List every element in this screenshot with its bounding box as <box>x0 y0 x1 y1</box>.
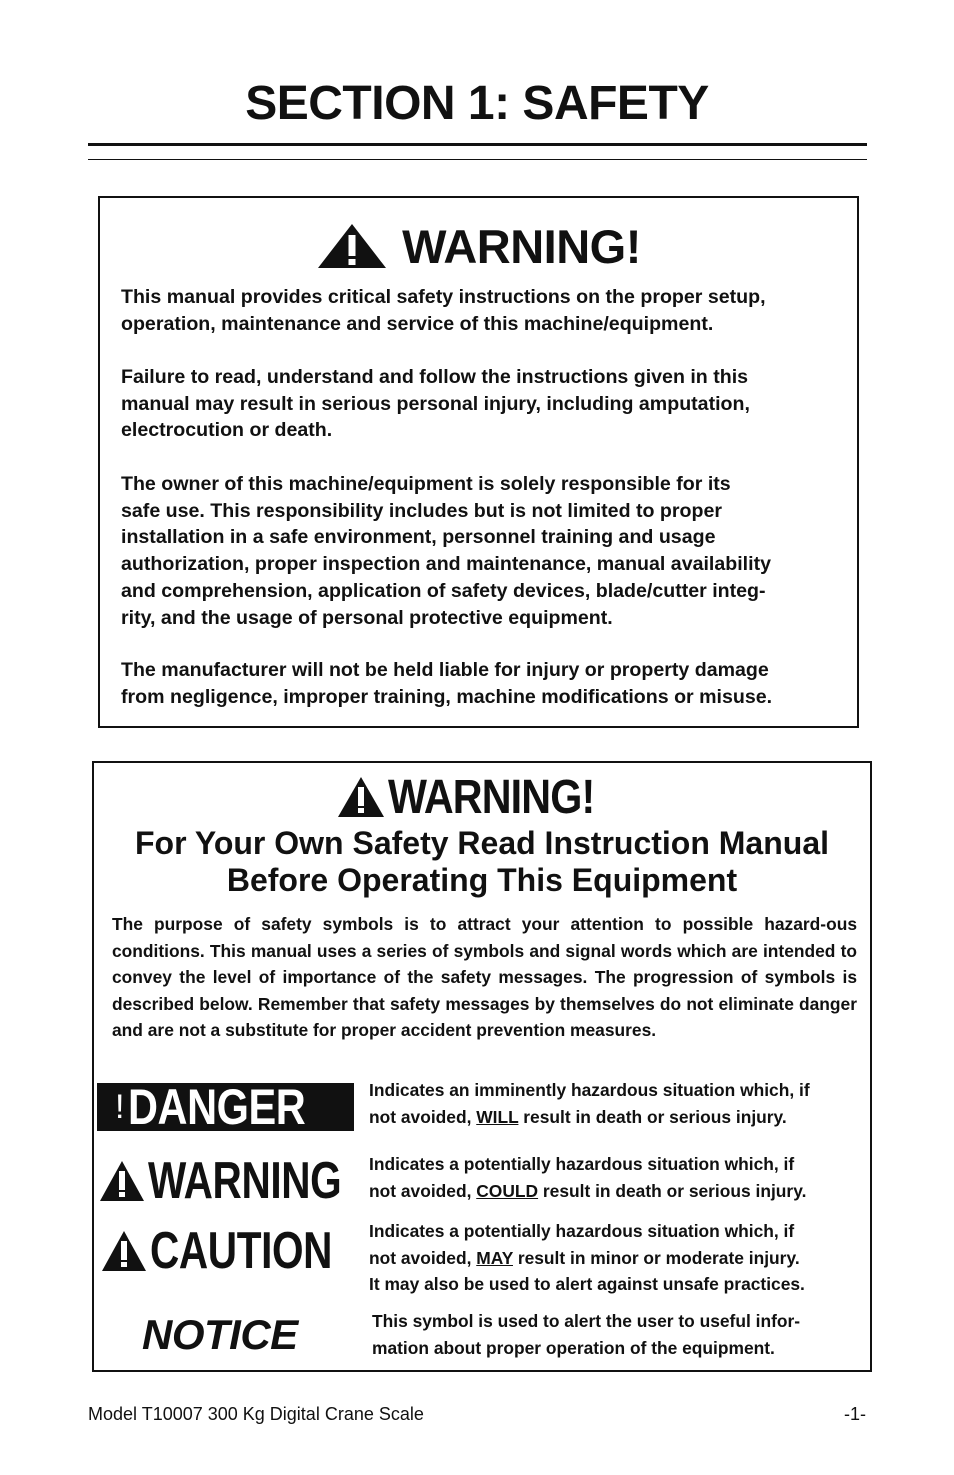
warning-paragraph-1: This manual provides critical safety instructions on the proper setup, operation, maintenance and service of this machine/equipment. <box>121 286 766 335</box>
symbols-box-heading <box>94 769 870 825</box>
danger-signal-word: ! DANGER <box>97 1083 354 1131</box>
warning-box-heading <box>100 216 857 276</box>
footer-model: Model T10007 300 Kg Digital Crane Scale <box>88 1404 424 1424</box>
page-title: SECTION 1: SAFETY <box>245 77 709 130</box>
symbols-intro-text: The purpose of safety symbols is to attract your attention to possible hazard-ous conditions. This manual uses a series of symbols and signal words which are intended to convey the level of importance of the safety messages. The progression of symbols is described below. Remember that safety messages by themselves do not eliminate danger and are not a substitute for proper accident prevention measures. <box>112 914 857 1040</box>
warning-description: Indicates a potentially hazardous situation which, if not avoided, COULD result in death or serious injury. <box>369 1154 807 1201</box>
warning-triangle-icon <box>316 222 388 270</box>
symbols-box-subtitle: For Your Own Safety Read Instruction Manual Before Operating This Equipment <box>134 825 829 898</box>
warning-box-title: WARNING! <box>402 219 641 273</box>
symbols-box-title: WARNING! <box>388 770 595 824</box>
notice-signal-word: NOTICE <box>142 1311 298 1358</box>
warning-paragraph-3: The owner of this machine/equipment is solely responsible for its safe use. This responsibility includes but is not limited to proper installation in a safe environment, personnel training and usage authorization, proper inspection and maintenance, manual availability and comprehension, application of safety devices, blade/cutter integ- rity, and the usage of personal protective equipment. <box>121 473 771 629</box>
warning-paragraph-2: Failure to read, understand and follow the instructions given in this manual may result in serious personal injury, including amputation, electrocution or death. <box>121 366 750 442</box>
warning-triangle-icon <box>100 1229 148 1273</box>
warning-signal-word: WARNING <box>98 1153 396 1209</box>
footer-page-number: -1- <box>844 1404 866 1424</box>
exclamation-icon: ! <box>115 1087 125 1126</box>
danger-description: Indicates an imminently hazardous situation which, if not avoided, WILL result in death or serious injury. <box>369 1080 810 1127</box>
caution-description: Indicates a potentially hazardous situation which, if not avoided, MAY result in minor or moderate injury. It may also be used to alert against unsafe practices. <box>369 1221 805 1295</box>
warning-paragraph-4: The manufacturer will not be held liable for injury or property damage from negligence, improper training, machine modifications or misuse. <box>121 659 773 708</box>
warning-box <box>98 196 859 728</box>
notice-description: This symbol is used to alert the user to useful infor- mation about proper operation of the equipment. <box>372 1311 801 1358</box>
warning-triangle-icon <box>98 1159 146 1203</box>
safety-symbols-box <box>92 761 872 1372</box>
warning-triangle-icon <box>336 775 386 819</box>
caution-signal-word: CAUTION <box>100 1223 383 1279</box>
title-rule-thick <box>88 143 867 146</box>
title-rule-thin <box>88 159 867 160</box>
